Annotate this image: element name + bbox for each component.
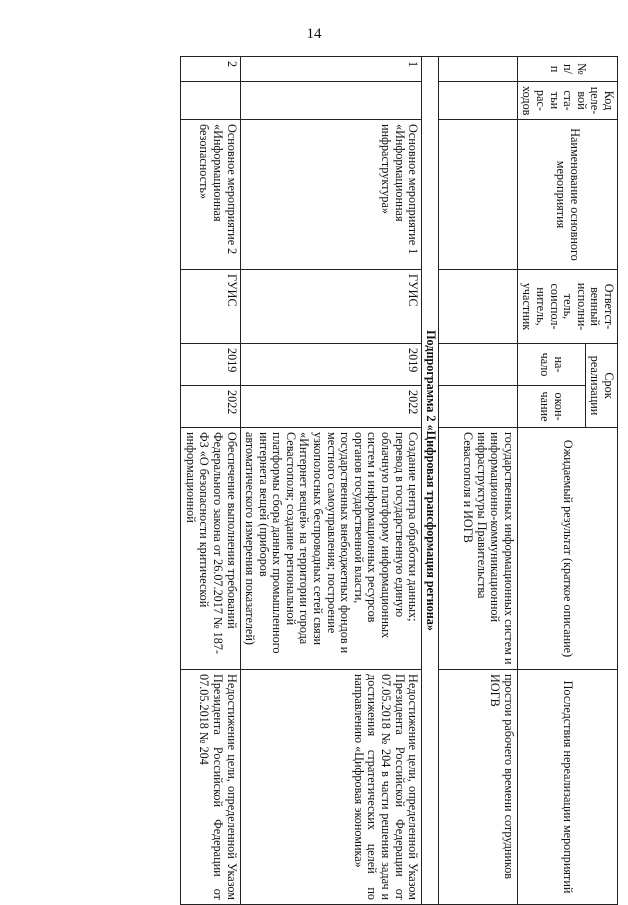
- header-code: Код целе- вой ста- тьи рас- ходов: [517, 82, 617, 120]
- header-result: Ожидаемый результат (краткое описание): [517, 428, 617, 670]
- row-result: Создание центра обработки данных; перевод в государственную единую облачную платформу информационных систем и информационных ресурсов органов государственной власти, государственных внебюджетных фондов и местного самоуправления; построение узкополосных беспроводных сетей связи «Интернет вещей» на территории города Севастополя; создание региональной платформы сбора данных промышленного интернета вещей (приборов автоматического измерения показателей): [240, 428, 422, 670]
- row-end: 2022: [240, 386, 422, 428]
- continuation-result: государственных информационных систем и информационно-коммуникационной инфраструктуры Правительства Севастополя и ИОГВ: [438, 428, 517, 670]
- row-consequences: Недостижение цели, определенной Указом Президента Российской Федерации от 07.05.2018 № 204: [181, 670, 240, 905]
- row-code: [240, 82, 422, 120]
- row-num: 1: [240, 57, 422, 82]
- subprogram-title: Подпрограмма 2 «Цифровая трансформация региона»: [422, 57, 439, 905]
- row-name: Основное мероприятие 1 «Информационная инфраструктура»: [240, 120, 422, 270]
- rotated-table-sheet: [58, 56, 618, 904]
- header-start: на- чало: [517, 344, 585, 386]
- row-num: 2: [181, 57, 240, 82]
- cell-empty: [438, 57, 517, 82]
- cell-empty: [438, 386, 517, 428]
- row-start: 2019: [240, 344, 422, 386]
- header-consequences: Последствия нереализации мероприятий: [517, 670, 617, 905]
- cell-empty: [438, 344, 517, 386]
- row-consequences: Недостижение цели, определенной Указом Президента Российской Федерации от 07.05.2018 № 204 в части решения задач и достижения стратегических целей по направлению «Цифровая экономика»: [240, 670, 422, 905]
- header-num: № п/п: [517, 57, 617, 82]
- header-executor: Ответст- венный исполни- тель, соиспол- нитель, участник: [517, 270, 617, 344]
- header-end: окон- чание: [517, 386, 585, 428]
- table-row: [240, 57, 422, 905]
- continuation-consequences: простои рабочего времени сотрудников ИОГВ: [438, 670, 517, 905]
- header-period: Срок реализации: [585, 344, 617, 428]
- row-code: [181, 82, 240, 120]
- row-name: Основное мероприятие 2 «Информационная безопасность»: [181, 120, 240, 270]
- activities-table: [180, 56, 618, 905]
- continuation-row: [438, 57, 517, 905]
- row-executor: ГУИС: [181, 270, 240, 344]
- row-result: Обеспечение выполнения требований Федерального закона от 26.07.2017 № 187-ФЗ «О безопасности критической информационной: [181, 428, 240, 670]
- row-end: 2022: [181, 386, 240, 428]
- cell-empty: [438, 270, 517, 344]
- table-row: [181, 57, 240, 905]
- row-start: 2019: [181, 344, 240, 386]
- subprogram-row: [422, 57, 439, 905]
- row-executor: ГУИС: [240, 270, 422, 344]
- cell-empty: [438, 120, 517, 270]
- cell-empty: [438, 82, 517, 120]
- header-name: Наименование основного мероприятия: [517, 120, 617, 270]
- page-number: 14: [306, 26, 322, 42]
- header-row-1: [585, 57, 617, 905]
